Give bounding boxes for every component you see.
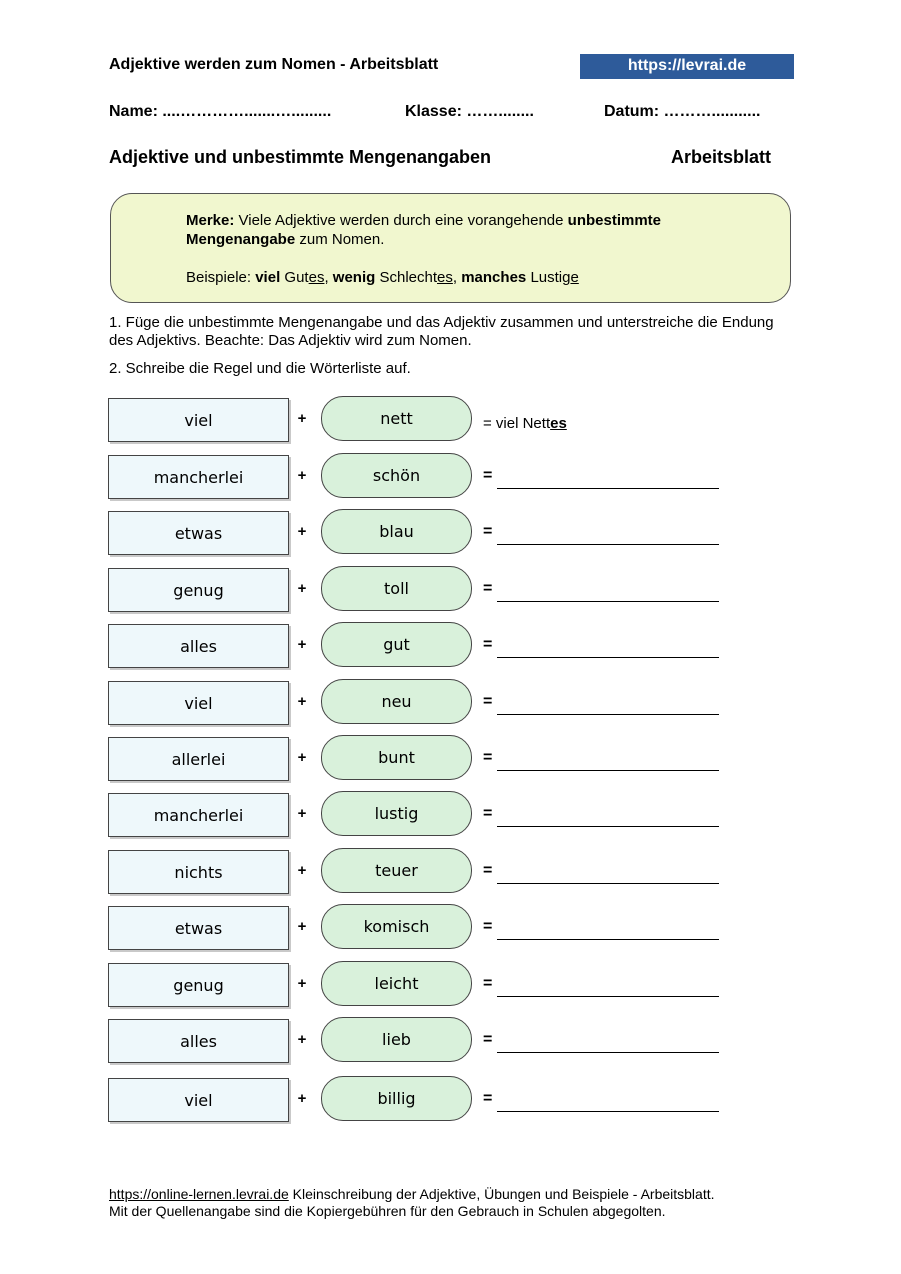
- equals-sign: =: [483, 805, 493, 822]
- exercise-row: [0, 850, 901, 898]
- plus-sign: +: [297, 749, 307, 766]
- exercise-row: [0, 624, 901, 672]
- answer-line[interactable]: [497, 883, 719, 884]
- merke-rule: [186, 211, 746, 249]
- exercise-row: [0, 906, 901, 954]
- section-title: Adjektive und unbestimmte Mengenangaben: [109, 147, 492, 167]
- merke-box: [110, 193, 791, 303]
- adjective-pill: gut: [321, 622, 472, 667]
- answer-line[interactable]: [497, 1111, 719, 1112]
- instruction-1: 1. Füge die unbestimmte Mengenangabe und das Adjektiv zusammen und unterstreiche die Endung des Adjektivs. Beachte: Das Adjektiv wird zum Nomen.: [109, 314, 774, 349]
- equals-sign: =: [483, 693, 493, 710]
- merke-label: Merke:: [186, 212, 235, 229]
- datum-field: Datum: ………...........: [604, 103, 761, 120]
- plus-sign: +: [297, 410, 307, 427]
- example-2-ending: es: [437, 269, 453, 286]
- example-comma: ,: [324, 269, 329, 286]
- example-3-stem: Lustig: [530, 269, 571, 286]
- footer: [109, 1186, 809, 1220]
- footer-link[interactable]: https://online-lernen.levrai.de: [109, 1186, 289, 1202]
- adjective-pill: neu: [321, 679, 472, 724]
- answer-line[interactable]: [497, 657, 719, 658]
- quantity-word-box: genug: [108, 568, 289, 612]
- plus-sign: +: [297, 918, 307, 935]
- exercise-row: [0, 963, 901, 1011]
- equals-sign: =: [483, 636, 493, 653]
- quantity-word-box: alles: [108, 1019, 289, 1063]
- plus-sign: +: [297, 975, 307, 992]
- merke-examples: [186, 268, 746, 287]
- site-badge[interactable]: https://levrai.de: [580, 54, 794, 79]
- name-field: Name: ....………….......….........: [109, 103, 332, 120]
- example-2-quantity: wenig: [332, 269, 376, 286]
- quantity-word-box: viel: [108, 398, 289, 442]
- equals-sign: =: [483, 580, 493, 597]
- merke-bold-term: unbestimmte Mengenangabe: [186, 212, 662, 248]
- exercise-row: [0, 1078, 901, 1126]
- example-1-stem: Gut: [284, 269, 309, 286]
- example-3-quantity: manches: [461, 269, 527, 286]
- klasse-field: Klasse: ……........: [405, 103, 534, 120]
- example-answer-prefix: = viel Nett: [483, 415, 551, 432]
- merke-text-a: Viele Adjektive werden durch eine vorangehende: [234, 212, 568, 229]
- answer-line[interactable]: [497, 996, 719, 997]
- adjective-pill: billig: [321, 1076, 472, 1121]
- quantity-word-box: allerlei: [108, 737, 289, 781]
- adjective-pill: schön: [321, 453, 472, 498]
- exercise-row: [0, 455, 901, 503]
- section-tag: Arbeitsblatt: [671, 147, 772, 167]
- exercise-row: [0, 568, 901, 616]
- quantity-word-box: mancherlei: [108, 455, 289, 499]
- equals-sign: =: [483, 749, 493, 766]
- plus-sign: +: [297, 1031, 307, 1048]
- adjective-pill: teuer: [321, 848, 472, 893]
- plus-sign: +: [297, 636, 307, 653]
- adjective-pill: toll: [321, 566, 472, 611]
- equals-sign: =: [483, 467, 493, 484]
- adjective-pill: blau: [321, 509, 472, 554]
- equals-sign: =: [483, 862, 493, 879]
- exercise-row: [0, 1019, 901, 1067]
- adjective-pill: komisch: [321, 904, 472, 949]
- instruction-2: 2. Schreibe die Regel und die Wörterliste auf.: [109, 360, 411, 377]
- equals-sign: =: [483, 523, 493, 540]
- plus-sign: +: [297, 467, 307, 484]
- answer-line[interactable]: [497, 488, 719, 489]
- quantity-word-box: viel: [108, 681, 289, 725]
- answer-line[interactable]: [497, 1052, 719, 1053]
- answer-line[interactable]: [497, 714, 719, 715]
- adjective-pill: leicht: [321, 961, 472, 1006]
- adjective-pill: bunt: [321, 735, 472, 780]
- quantity-word-box: nichts: [108, 850, 289, 894]
- equals-sign: =: [483, 1031, 493, 1048]
- document-title: Adjektive werden zum Nomen - Arbeitsblatt: [109, 56, 439, 73]
- plus-sign: +: [297, 580, 307, 597]
- adjective-pill: lustig: [321, 791, 472, 836]
- quantity-word-box: genug: [108, 963, 289, 1007]
- quantity-word-box: etwas: [108, 906, 289, 950]
- quantity-word-box: mancherlei: [108, 793, 289, 837]
- quantity-word-box: viel: [108, 1078, 289, 1122]
- example-1-quantity: viel: [255, 269, 281, 286]
- exercise-row: [0, 511, 901, 559]
- plus-sign: +: [297, 693, 307, 710]
- answer-line[interactable]: [497, 939, 719, 940]
- plus-sign: +: [297, 805, 307, 822]
- plus-sign: +: [297, 862, 307, 879]
- exercise-row: [0, 793, 901, 841]
- example-3-ending: e: [570, 269, 579, 286]
- adjective-pill: nett: [321, 396, 472, 441]
- answer-line[interactable]: [497, 826, 719, 827]
- plus-sign: +: [297, 523, 307, 540]
- example-1-ending: es: [308, 269, 325, 286]
- exercise-row: [0, 737, 901, 785]
- example-2-stem: Schlecht: [379, 269, 438, 286]
- equals-sign: =: [483, 1090, 493, 1107]
- footer-line-1: Kleinschreibung der Adjektive, Übungen und Beispiele - Arbeitsblatt.: [288, 1186, 715, 1202]
- plus-sign: +: [297, 1090, 307, 1107]
- exercise-row: [0, 681, 901, 729]
- answer-line[interactable]: [497, 544, 719, 545]
- example-answer-ending: es: [550, 415, 567, 432]
- quantity-word-box: alles: [108, 624, 289, 668]
- example-answer: [483, 415, 567, 432]
- footer-line-2: Mit der Quellenangabe sind die Kopiergebühren für den Gebrauch in Schulen abgegolten.: [109, 1203, 666, 1219]
- answer-line[interactable]: [497, 601, 719, 602]
- adjective-pill: lieb: [321, 1017, 472, 1062]
- quantity-word-box: etwas: [108, 511, 289, 555]
- examples-label: Beispiele:: [186, 269, 256, 286]
- equals-sign: =: [483, 975, 493, 992]
- equals-sign: =: [483, 918, 493, 935]
- exercise-row: [0, 398, 901, 446]
- merke-text-b: zum Nomen.: [295, 231, 385, 248]
- example-comma: ,: [452, 269, 458, 286]
- answer-line[interactable]: [497, 770, 719, 771]
